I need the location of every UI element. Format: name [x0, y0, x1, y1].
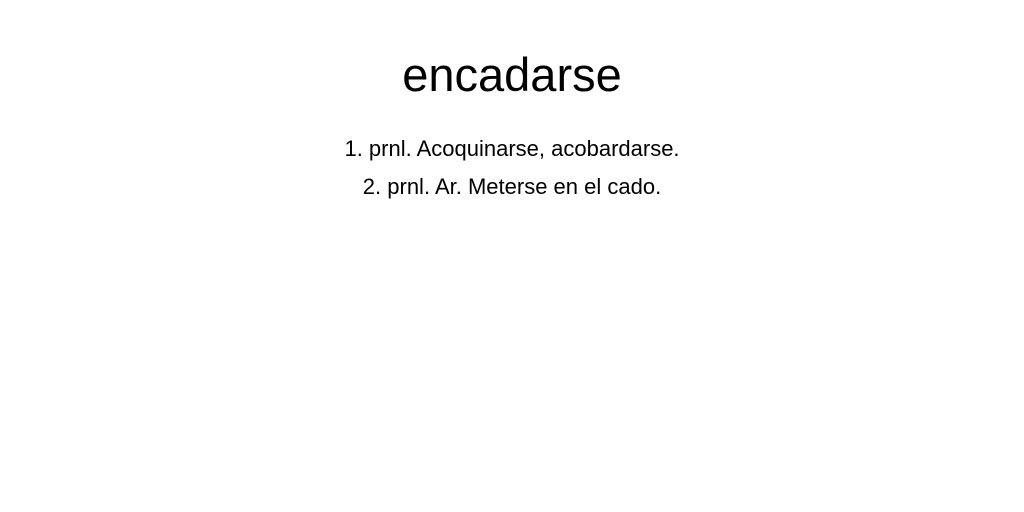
definition-list: [0, 130, 1024, 206]
definition-item: 1. prnl. Acoquinarse, acobardarse.: [344, 136, 680, 161]
entry-headword: encadarse: [402, 48, 622, 101]
definition-item: 2. prnl. Ar. Meterse en el cado.: [362, 174, 662, 199]
